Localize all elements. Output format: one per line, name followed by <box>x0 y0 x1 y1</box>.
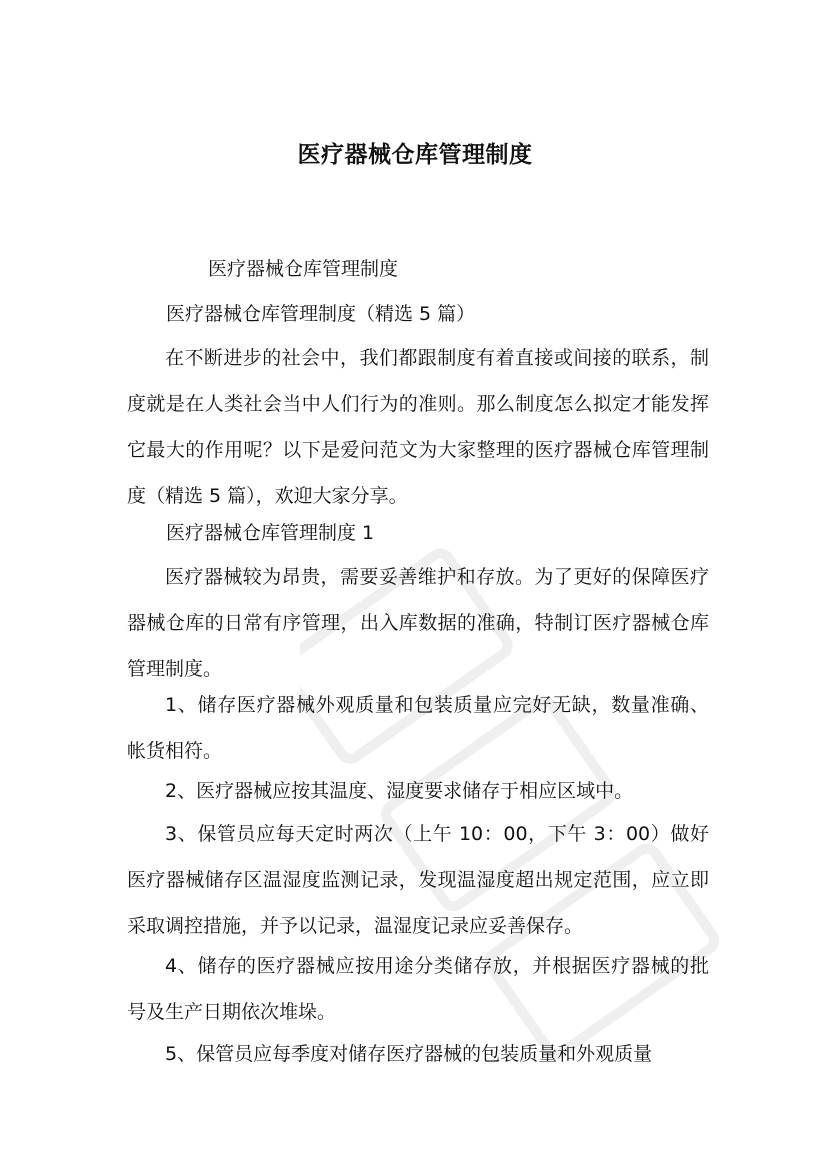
intro-paragraph: 在不断进步的社会中，我们都跟制度有着直接或间接的联系，制度就是在人类社会当中人们行为的准则。那么制度怎么拟定才能发挥它最大的作用呢？以下是爱问范文为大家整理的医疗器械仓库管理制度（精选 5 篇），欢迎大家分享。 <box>127 347 709 507</box>
rule-4: 4、储存的医疗器械应按用途分类储存放，并根据医疗器械的批号及生产日期依次堆垛。 <box>127 955 709 1023</box>
section-heading: 医疗器械仓库管理制度 1 <box>166 522 375 544</box>
rule-1: 1、储存医疗器械外观质量和包装质量应完好无缺，数量准确、帐货相符。 <box>127 694 709 762</box>
section-intro-paragraph: 医疗器械较为昂贵，需要妥善维护和存放。为了更好的保障医疗器械仓库的日常有序管理，出入库数据的准确，特制订医疗器械仓库管理制度。 <box>127 566 709 680</box>
rule-5: 5、保管员应每季度对储存医疗器械的包装质量和外观质量 <box>165 1043 653 1065</box>
document-title: 医疗器械仓库管理制度 <box>297 142 533 168</box>
rule-2: 2、医疗器械应按其温度、湿度要求储存于相应区域中。 <box>165 780 634 802</box>
rule-3: 3、保管员应每天定时两次（上午 10：00，下午 3：00）做好医疗器械储存区温湿度监测记录，发现温湿度超出规定范围，应立即采取调控措施，并予以记录，温湿度记录应妥善保存。 <box>127 823 709 937</box>
document-subtitle: 医疗器械仓库管理制度 <box>208 258 399 280</box>
selected-heading: 医疗器械仓库管理制度（精选 5 篇） <box>166 303 476 325</box>
